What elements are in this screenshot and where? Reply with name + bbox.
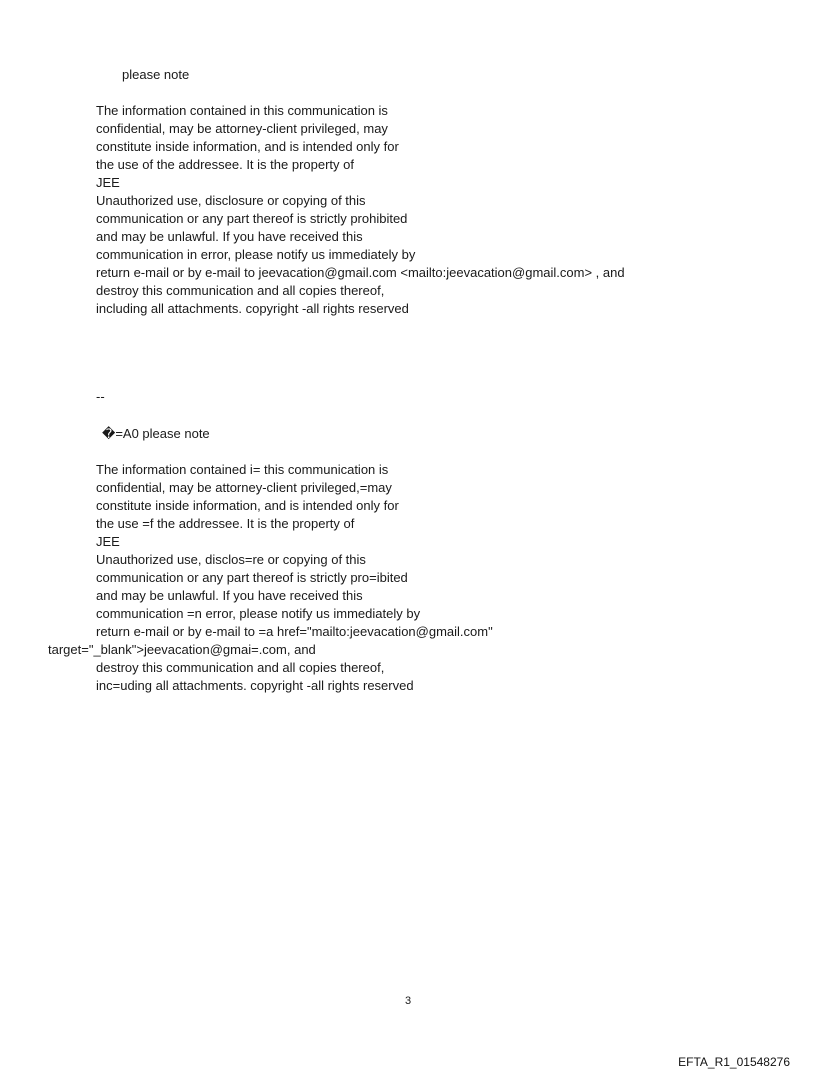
block2-line: inc=uding all attachments. copyright -all rights reserved (96, 678, 414, 693)
separator: -- (96, 389, 105, 404)
block2-line: communication =n error, please notify us immediately by (96, 606, 421, 621)
block1-line: return e-mail or by e-mail to jeevacation@gmail.com <mailto:jeevacation@gmail.com> , and (96, 265, 625, 280)
block2-line: Unauthorized use, disclos=re or copying of this (96, 552, 366, 567)
page-number: 3 (404, 995, 412, 1007)
block1-line: the use of the addressee. It is the property of (96, 157, 354, 172)
block1-line: The information contained in this communication is (96, 103, 388, 118)
block2-line: The information contained i= this communication is (96, 462, 389, 477)
block1-line: JEE (96, 175, 120, 190)
block2-line: destroy this communication and all copies thereof, (96, 660, 385, 675)
block2-line: communication or any part thereof is strictly pro=ibited (96, 570, 408, 585)
document-id: EFTA_R1_01548276 (678, 1055, 790, 1069)
block2-line: JEE (96, 534, 120, 549)
block1-line: Unauthorized use, disclosure or copying of this (96, 193, 366, 208)
block2-line: return e-mail or by e-mail to =a href="mailto:jeevacation@gmail.com" (96, 624, 493, 639)
block1-line: please note (122, 67, 190, 82)
block1-line: including all attachments. copyright -all rights reserved (96, 301, 409, 316)
block2-line: and may be unlawful. If you have received this (96, 588, 363, 603)
block2-line: constitute inside information, and is intended only for (96, 498, 399, 513)
block1-line: communication or any part thereof is strictly prohibited (96, 211, 408, 226)
block1-line: communication in error, please notify us immediately by (96, 247, 416, 262)
block1-line: confidential, may be attorney-client privileged, may (96, 121, 388, 136)
block2-line: target="_blank">jeevacation@gmai=.com, and (48, 642, 316, 657)
block2-line: the use =f the addressee. It is the property of (96, 516, 355, 531)
block1-line: destroy this communication and all copies thereof, (96, 283, 385, 298)
block1-line: constitute inside information, and is intended only for (96, 139, 399, 154)
block1-line: and may be unlawful. If you have received this (96, 229, 363, 244)
block2-line: confidential, may be attorney-client privileged,=may (96, 480, 392, 495)
block2-line: �=A0 please note (102, 426, 210, 441)
